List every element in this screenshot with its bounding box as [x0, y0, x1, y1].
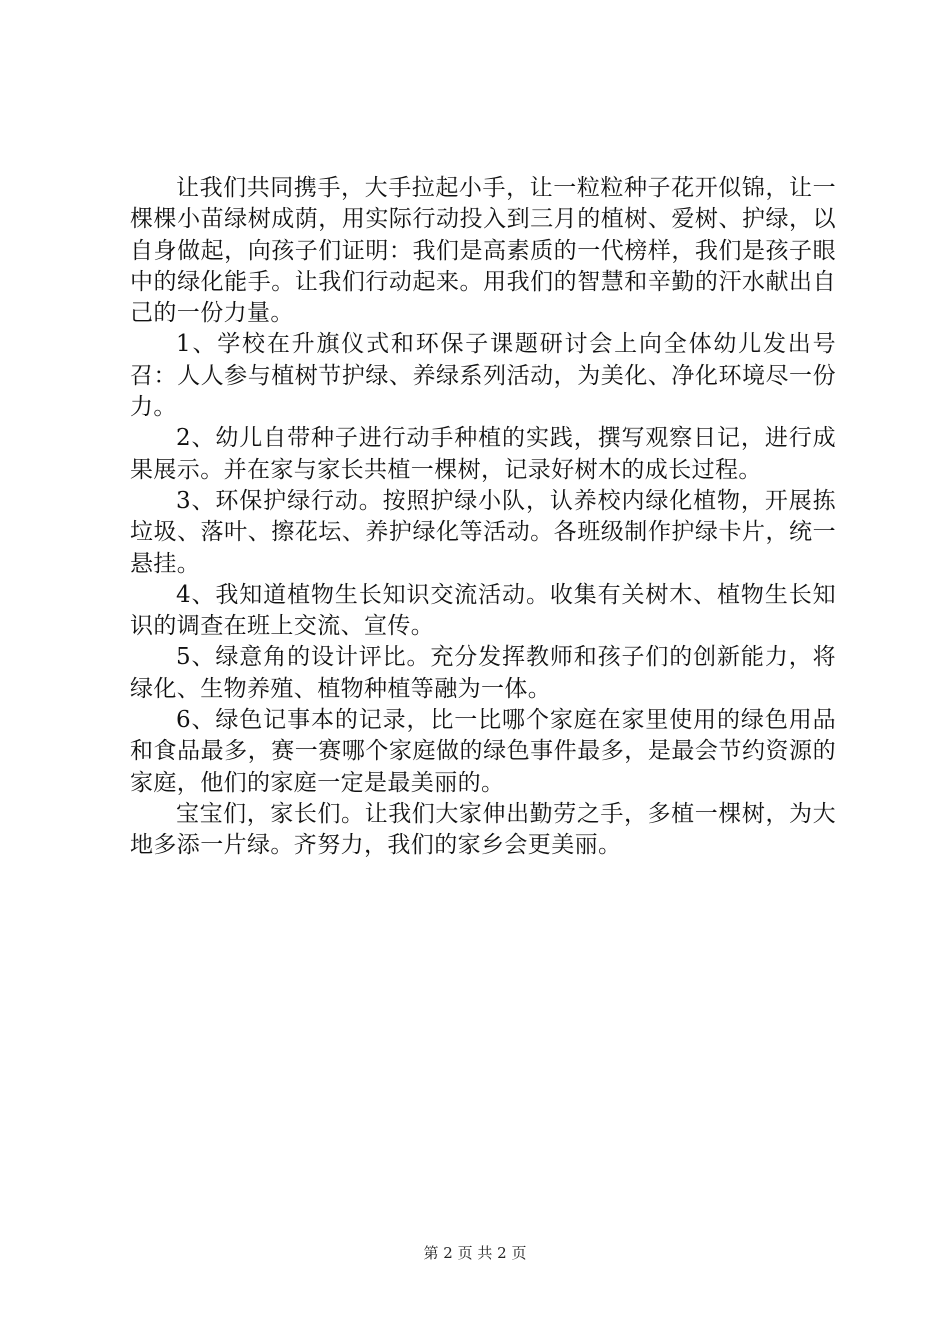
- page-number-footer: 第 2 页 共 2 页: [423, 1244, 527, 1262]
- item-5-paragraph: 5、绿意角的设计评比。充分发挥教师和孩子们的创新能力，将绿化、生物养殖、植物种植等融为一体。: [130, 644, 836, 702]
- item-4-paragraph: 4、我知道植物生长知识交流活动。收集有关树木、植物生长知识的调查在班上交流、宣传。: [130, 581, 836, 640]
- item-3-paragraph: 3、环保护绿行动。按照护绿小队，认养校内绿化植物，开展拣垃圾、落叶、擦花坛、养护绿化等活动。各班级制作护绿卡片，统一悬挂。: [130, 487, 836, 577]
- item-1-paragraph: 1、学校在升旗仪式和环保子课题研讨会上向全体幼儿发出号召：人人参与植树节护绿、养绿系列活动，为美化、净化环境尽一份力。: [130, 331, 836, 421]
- closing-paragraph: 宝宝们，家长们。让我们大家伸出勤劳之手，多植一棵树，为大地多添一片绿。齐努力，我们的家乡会更美丽。: [130, 800, 836, 859]
- document-body: [130, 173, 836, 862]
- item-2-paragraph: 2、幼儿自带种子进行动手种植的实践，撰写观察日记，进行成果展示。并在家与家长共植一棵树，记录好树木的成长过程。: [130, 425, 836, 483]
- item-6-paragraph: 6、绿色记事本的记录，比一比哪个家庭在家里使用的绿色用品和食品最多，赛一赛哪个家庭做的绿色事件最多，是最会节约资源的家庭，他们的家庭一定是最美丽的。: [130, 707, 836, 796]
- intro-paragraph: 让我们共同携手，大手拉起小手，让一粒粒种子花开似锦，让一棵棵小苗绿树成荫，用实际行动投入到三月的植树、爱树、护绿，以自身做起，向孩子们证明：我们是高素质的一代榜样，我们是孩子眼中的绿化能手。让我们行动起来。用我们的智慧和辛勤的汗水献出自己的一份力量。: [130, 175, 836, 327]
